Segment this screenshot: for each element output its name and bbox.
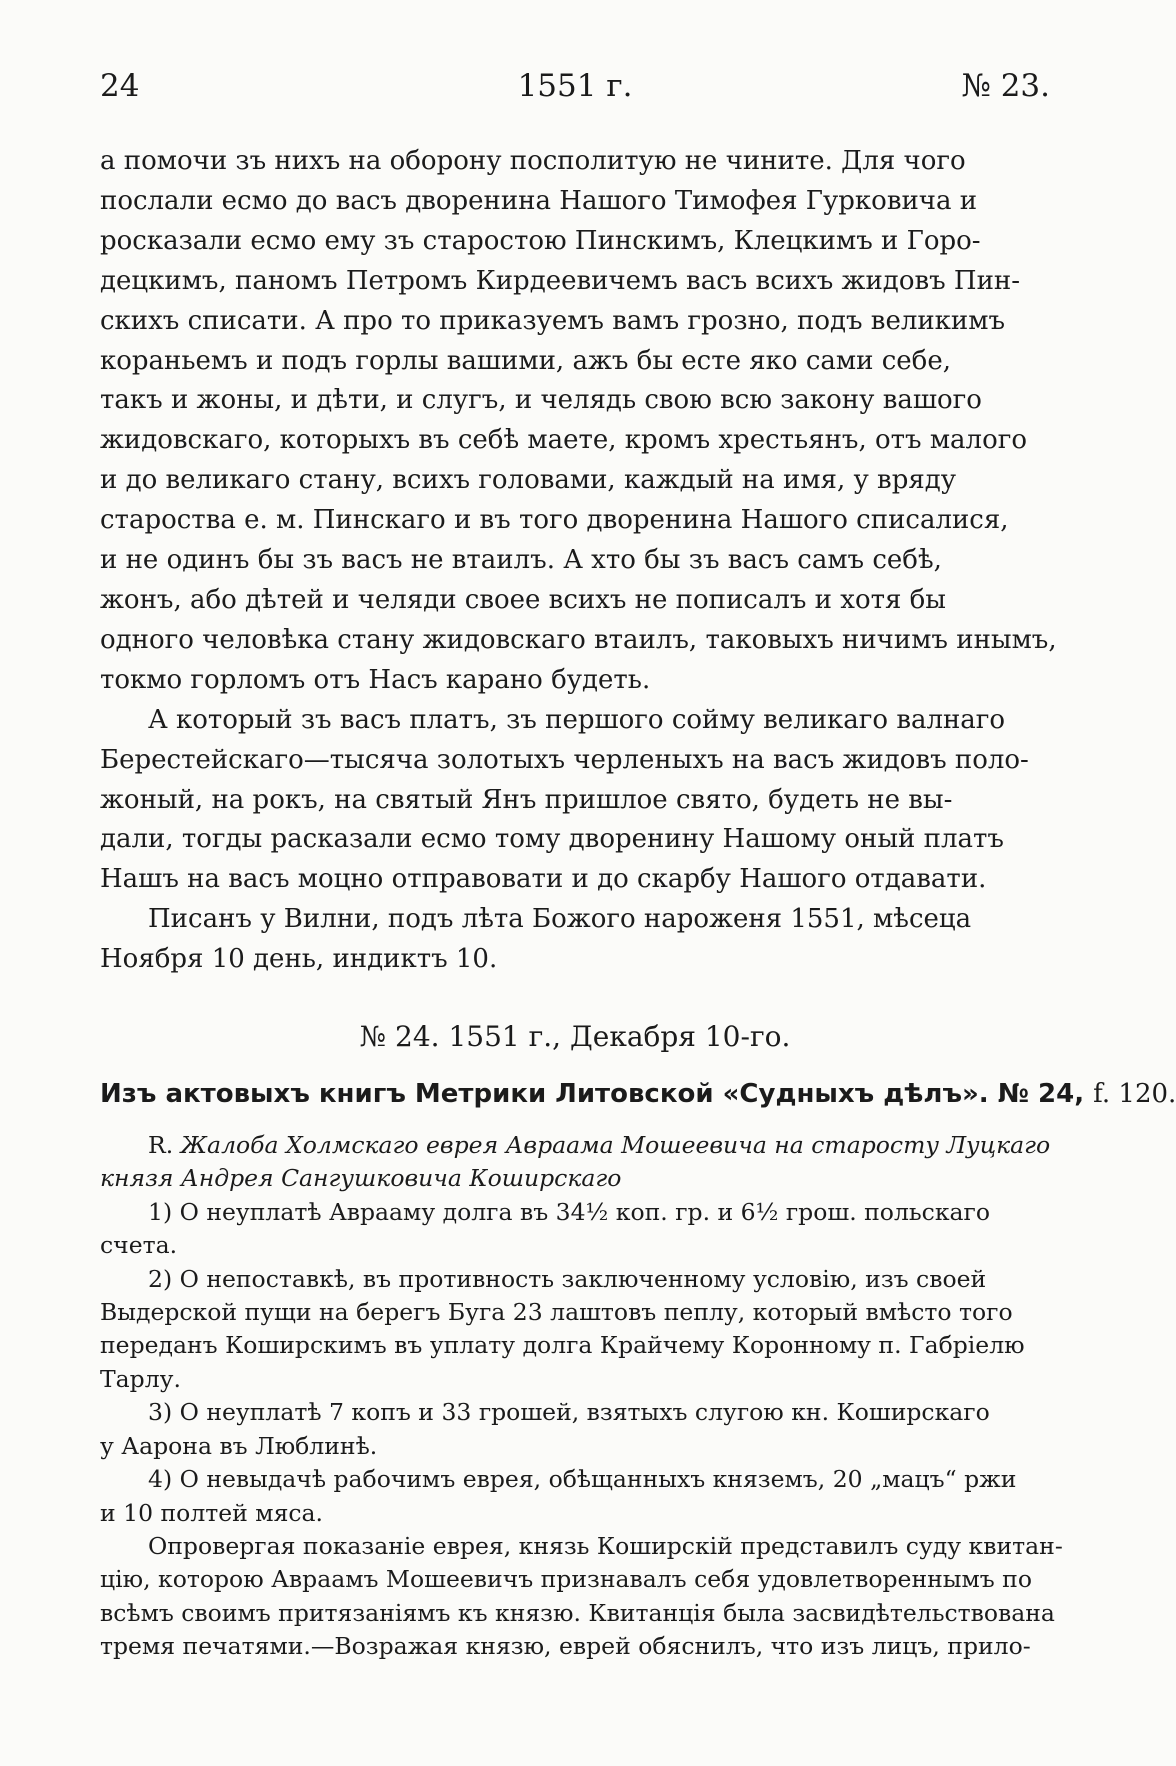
text-line: А который зъ васъ платъ, зъ першого сойму великаго валнаго (148, 704, 1006, 735)
summary-line (100, 1129, 1050, 1162)
point-2-line: 2) О непоставкѣ, въ противность заключенному условію, изъ своей (148, 1264, 987, 1293)
text-line: староства е. м. Пинскаго и въ того дворенина Нашого списалися, (100, 505, 1009, 536)
final-para-line: Опровергая показаніе еврея, князь Коширскій представилъ суду квитан- (148, 1531, 1063, 1560)
document-24-title: № 24. 1551 г., Декабря 10-го. (359, 1020, 791, 1054)
text-line: жидовскаго, которыхъ въ себѣ маете, кромъ хрестьянъ, отъ малого (100, 425, 1027, 456)
text-line: и до великаго стану, всихъ головами, каждый на имя, у вряду (100, 465, 957, 496)
point-1-line: 1) О неуплатѣ Аврааму долга въ 34½ коп. гр. и 6½ грош. польскаго (148, 1197, 990, 1226)
header-doc-number: № 23. (961, 68, 1050, 104)
source-text: Изъ актовыхъ книгъ Метрики Литовской «Судныхъ дѣлъ». № 24, (100, 1079, 1085, 1110)
source-reference (100, 1079, 1176, 1110)
point-4-line: и 10 полтей мяса. (100, 1498, 324, 1527)
point-3-line: 3) О неуплатѣ 7 копъ и 33 грошей, взятыхъ слугою кн. Коширскаго (148, 1398, 990, 1427)
final-para-line: тремя печатями.—Возражая князю, еврей обяснилъ, что изъ лицъ, прило- (100, 1632, 1031, 1661)
text-line: Берестейскаго—тысяча золотыхъ черленыхъ на васъ жидовъ поло- (100, 744, 1029, 775)
final-para-line: цію, которою Авраамъ Мошеевичъ признавалъ себя удовлетвореннымъ по (100, 1565, 1032, 1594)
text-line: Писанъ у Вилни, подъ лѣта Божого нароженя 1551, мѣсеца (148, 904, 972, 935)
text-line: росказали есмо ему зъ старостою Пинскимъ, Клецкимъ и Горо- (100, 225, 981, 256)
point-2-line: переданъ Коширскимъ въ уплату долга Крайчему Коронному п. Габріелю (100, 1331, 1025, 1360)
summary-label: R. (148, 1131, 174, 1160)
point-3-line: у Аарона въ Люблинѣ. (100, 1431, 378, 1460)
text-line: дали, тогды расказали есмо тому дворенину Нашому оный платъ (100, 824, 1004, 855)
page-number: 24 (100, 68, 140, 104)
point-2-line: Выдерской пущи на берегъ Буга 23 лаштовъ пеплу, который вмѣсто того (100, 1298, 1013, 1327)
text-line: а помочи зъ нихъ на оборону посполитую не чините. Для чого (100, 146, 966, 176)
text-line: жонъ, або дѣтей и челяди своее всихъ не пописалъ и хотя бы (100, 584, 946, 615)
text-line: и не одинъ бы зъ васъ не втаилъ. А хто бы зъ васъ самъ себѣ, (100, 545, 942, 576)
text-line: скихъ списати. А про то приказуемъ вамъ грозно, подъ великимъ (100, 305, 1006, 336)
page-header (100, 68, 1050, 112)
text-line: кораньемъ и подъ горлы вашими, ажъ бы есте яко сами себе, (100, 345, 951, 376)
text-line: жоный, на рокъ, на святый Янъ пришлое свято, будеть не вы- (100, 784, 953, 815)
text-line: децкимъ, паномъ Петромъ Кирдеевичемъ васъ всихъ жидовъ Пин- (100, 265, 1021, 296)
point-4-line: 4) О невыдачѣ рабочимъ еврея, обѣщанныхъ княземъ, 20 „мацъ“ ржи (148, 1465, 1017, 1494)
header-year: 1551 г. (517, 68, 633, 104)
point-1-line: счета. (100, 1231, 178, 1260)
summary-line: князя Андрея Сангушковича Коширскаго (100, 1164, 622, 1193)
text-line: Нашъ на васъ моцно отправовати и до скарбу Нашого отдавати. (100, 864, 987, 895)
final-para-line: всѣмъ своимъ притязаніямъ къ князю. Квитанція была засвидѣтельствована (100, 1598, 1055, 1627)
summary-italic: Жалоба Холмскаго еврея Авраама Мошеевича на старосту Луцкаго (180, 1131, 1051, 1160)
document-24-summary (100, 1129, 1063, 1664)
text-line: такъ и жоны, и дѣти, и слугъ, и челядь свою всю закону вашого (100, 385, 982, 416)
text-line: одного человѣка стану жидовскаго втаилъ, таковыхъ ничимъ инымъ, (100, 624, 1057, 655)
text-line: токмо горломъ отъ Насъ карано будеть. (100, 664, 651, 695)
source-folio: f. 120. (1093, 1079, 1176, 1110)
page-body (100, 142, 1176, 1664)
text-line: Ноября 10 день, индиктъ 10. (100, 944, 498, 975)
point-2-line: Тарлу. (100, 1364, 181, 1393)
text-line: послали есмо до васъ дворенина Нашого Тимофея Гурковича и (100, 185, 978, 216)
document-23-text (100, 142, 1057, 980)
